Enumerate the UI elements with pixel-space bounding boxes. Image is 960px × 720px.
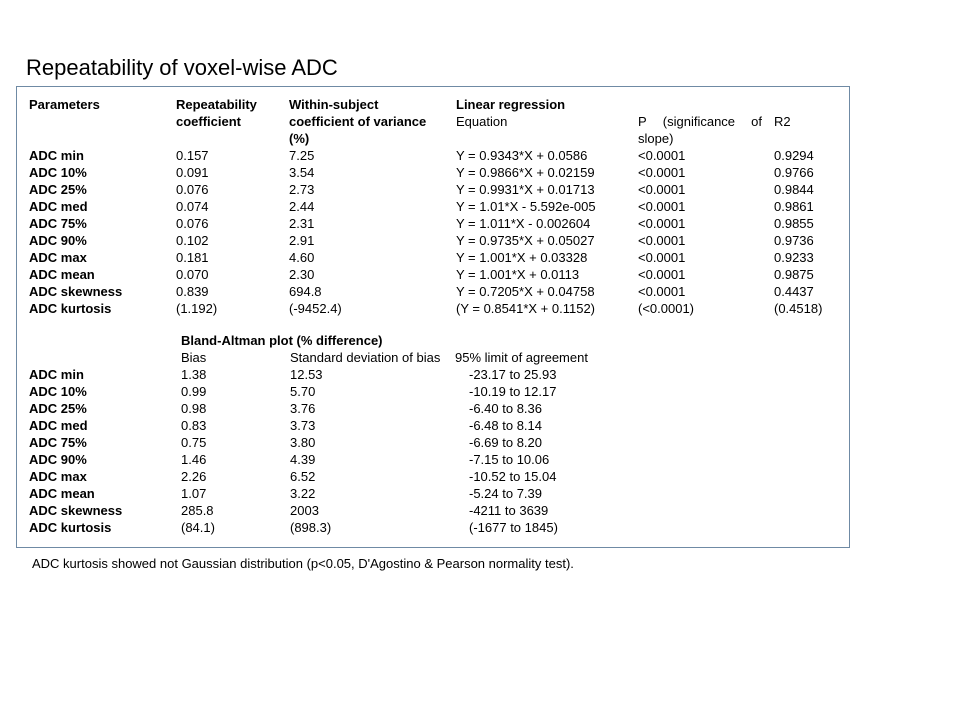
row-wscv: 2.44 bbox=[289, 199, 315, 214]
row-p: <0.0001 bbox=[638, 165, 686, 180]
header-p-word1: P bbox=[638, 114, 647, 129]
row-param: ADC kurtosis bbox=[29, 301, 112, 316]
row-loa: (-1677 to 1845) bbox=[469, 520, 558, 535]
row-bias: 0.75 bbox=[181, 435, 207, 450]
row-param: ADC 25% bbox=[29, 401, 87, 416]
row-wscv: 694.8 bbox=[289, 284, 322, 299]
row-equation: Y = 0.9735*X + 0.05027 bbox=[456, 233, 595, 248]
row-bias: 1.38 bbox=[181, 367, 207, 382]
row-sd: 3.76 bbox=[290, 401, 316, 416]
header-rc-line1: Repeatability bbox=[176, 97, 257, 112]
table-frame bbox=[16, 86, 850, 548]
header-bias: Bias bbox=[181, 350, 207, 365]
row-loa: -6.48 to 8.14 bbox=[469, 418, 542, 433]
row-bias: 0.83 bbox=[181, 418, 207, 433]
row-loa: -10.19 to 12.17 bbox=[469, 384, 557, 399]
row-equation: Y = 0.9931*X + 0.01713 bbox=[456, 182, 595, 197]
row-param: ADC max bbox=[29, 469, 87, 484]
row-r2: 0.9766 bbox=[774, 165, 814, 180]
row-rc: 0.091 bbox=[176, 165, 209, 180]
row-bias: 0.98 bbox=[181, 401, 207, 416]
row-r2: 0.9855 bbox=[774, 216, 814, 231]
row-param: ADC 10% bbox=[29, 165, 87, 180]
row-sd: 12.53 bbox=[290, 367, 323, 382]
header-sd-bias: Standard deviation of bias bbox=[290, 350, 441, 365]
row-equation: Y = 0.7205*X + 0.04758 bbox=[456, 284, 595, 299]
row-equation: Y = 0.9866*X + 0.02159 bbox=[456, 165, 595, 180]
row-param: ADC kurtosis bbox=[29, 520, 112, 535]
row-equation: Y = 1.011*X - 0.002604 bbox=[456, 216, 591, 231]
row-rc: 0.839 bbox=[176, 284, 209, 299]
header-rc-line2: coefficient bbox=[176, 114, 242, 129]
header-p bbox=[638, 113, 762, 130]
row-param: ADC skewness bbox=[29, 284, 123, 299]
page-title: Repeatability of voxel-wise ADC bbox=[26, 55, 338, 80]
row-equation: Y = 0.9343*X + 0.0586 bbox=[456, 148, 588, 163]
row-wscv: 2.73 bbox=[289, 182, 315, 197]
row-param: ADC min bbox=[29, 148, 84, 163]
row-r2: 0.9844 bbox=[774, 182, 814, 197]
header-wscv-line3: (%) bbox=[289, 131, 310, 146]
row-sd: 5.70 bbox=[290, 384, 316, 399]
header-linear-regression: Linear regression bbox=[456, 97, 566, 112]
row-param: ADC med bbox=[29, 199, 88, 214]
row-loa: -10.52 to 15.04 bbox=[469, 469, 557, 484]
row-equation: (Y = 0.8541*X + 0.1152) bbox=[456, 301, 596, 316]
row-param: ADC 75% bbox=[29, 435, 87, 450]
header-limit-agreement: 95% limit of agreement bbox=[455, 350, 588, 365]
row-loa: -7.15 to 10.06 bbox=[469, 452, 550, 467]
row-param: ADC skewness bbox=[29, 503, 123, 518]
row-rc: 0.102 bbox=[176, 233, 209, 248]
row-sd: (898.3) bbox=[290, 520, 332, 535]
row-rc: 0.074 bbox=[176, 199, 209, 214]
row-r2: 0.4437 bbox=[774, 284, 814, 299]
row-wscv: 2.91 bbox=[289, 233, 315, 248]
row-equation: Y = 1.001*X + 0.03328 bbox=[456, 250, 588, 265]
row-p: <0.0001 bbox=[638, 216, 686, 231]
row-loa: -23.17 to 25.93 bbox=[469, 367, 557, 382]
row-r2: (0.4518) bbox=[774, 301, 823, 316]
row-wscv: 3.54 bbox=[289, 165, 315, 180]
row-p: <0.0001 bbox=[638, 182, 686, 197]
row-param: ADC med bbox=[29, 418, 88, 433]
row-bias: 285.8 bbox=[181, 503, 214, 518]
row-bias: 0.99 bbox=[181, 384, 207, 399]
row-param: ADC mean bbox=[29, 267, 95, 282]
row-param: ADC 90% bbox=[29, 452, 87, 467]
row-rc: 0.076 bbox=[176, 182, 209, 197]
row-sd: 3.73 bbox=[290, 418, 316, 433]
row-loa: -4211 to 3639 bbox=[469, 503, 549, 518]
row-p: (<0.0001) bbox=[638, 301, 695, 316]
row-bias: (84.1) bbox=[181, 520, 215, 535]
header-p-line2: slope) bbox=[638, 131, 674, 146]
footnote: ADC kurtosis showed not Gaussian distribution (p<0.05, D'Agostino & Pearson normality test). bbox=[32, 556, 574, 571]
row-wscv: 4.60 bbox=[289, 250, 315, 265]
header-bland-altman: Bland-Altman plot (% difference) bbox=[181, 333, 383, 348]
row-sd: 6.52 bbox=[290, 469, 316, 484]
row-r2: 0.9875 bbox=[774, 267, 814, 282]
header-r2: R2 bbox=[774, 114, 791, 129]
row-equation: Y = 1.01*X - 5.592e-005 bbox=[456, 199, 596, 214]
row-wscv: 2.31 bbox=[289, 216, 315, 231]
row-param: ADC 10% bbox=[29, 384, 87, 399]
row-sd: 3.22 bbox=[290, 486, 316, 501]
row-bias: 2.26 bbox=[181, 469, 207, 484]
row-param: ADC max bbox=[29, 250, 87, 265]
row-param: ADC mean bbox=[29, 486, 95, 501]
header-p-word3: of bbox=[751, 114, 762, 129]
row-p: <0.0001 bbox=[638, 284, 686, 299]
row-rc: 0.076 bbox=[176, 216, 209, 231]
row-loa: -5.24 to 7.39 bbox=[469, 486, 542, 501]
row-sd: 4.39 bbox=[290, 452, 316, 467]
row-param: ADC 75% bbox=[29, 216, 87, 231]
row-bias: 1.07 bbox=[181, 486, 207, 501]
row-sd: 2003 bbox=[290, 503, 319, 518]
row-param: ADC 90% bbox=[29, 233, 87, 248]
row-r2: 0.9294 bbox=[774, 148, 814, 163]
row-rc: (1.192) bbox=[176, 301, 218, 316]
header-wscv-line2: coefficient of variance bbox=[289, 114, 427, 129]
row-sd: 3.80 bbox=[290, 435, 316, 450]
row-r2: 0.9233 bbox=[774, 250, 814, 265]
row-wscv: 2.30 bbox=[289, 267, 315, 282]
row-loa: -6.40 to 8.36 bbox=[469, 401, 542, 416]
row-param: ADC min bbox=[29, 367, 84, 382]
row-p: <0.0001 bbox=[638, 250, 686, 265]
row-p: <0.0001 bbox=[638, 233, 686, 248]
row-bias: 1.46 bbox=[181, 452, 207, 467]
row-p: <0.0001 bbox=[638, 199, 686, 214]
row-wscv: 7.25 bbox=[289, 148, 315, 163]
row-r2: 0.9736 bbox=[774, 233, 814, 248]
row-rc: 0.070 bbox=[176, 267, 209, 282]
row-param: ADC 25% bbox=[29, 182, 87, 197]
header-equation: Equation bbox=[456, 114, 508, 129]
header-wscv-line1: Within-subject bbox=[289, 97, 379, 112]
header-p-word2: (significance bbox=[662, 114, 736, 129]
row-rc: 0.181 bbox=[176, 250, 209, 265]
header-parameters: Parameters bbox=[29, 97, 100, 112]
row-wscv: (-9452.4) bbox=[289, 301, 342, 316]
row-r2: 0.9861 bbox=[774, 199, 814, 214]
row-p: <0.0001 bbox=[638, 148, 686, 163]
row-p: <0.0001 bbox=[638, 267, 686, 282]
row-rc: 0.157 bbox=[176, 148, 209, 163]
row-loa: -6.69 to 8.20 bbox=[469, 435, 542, 450]
row-equation: Y = 1.001*X + 0.0113 bbox=[456, 267, 580, 282]
